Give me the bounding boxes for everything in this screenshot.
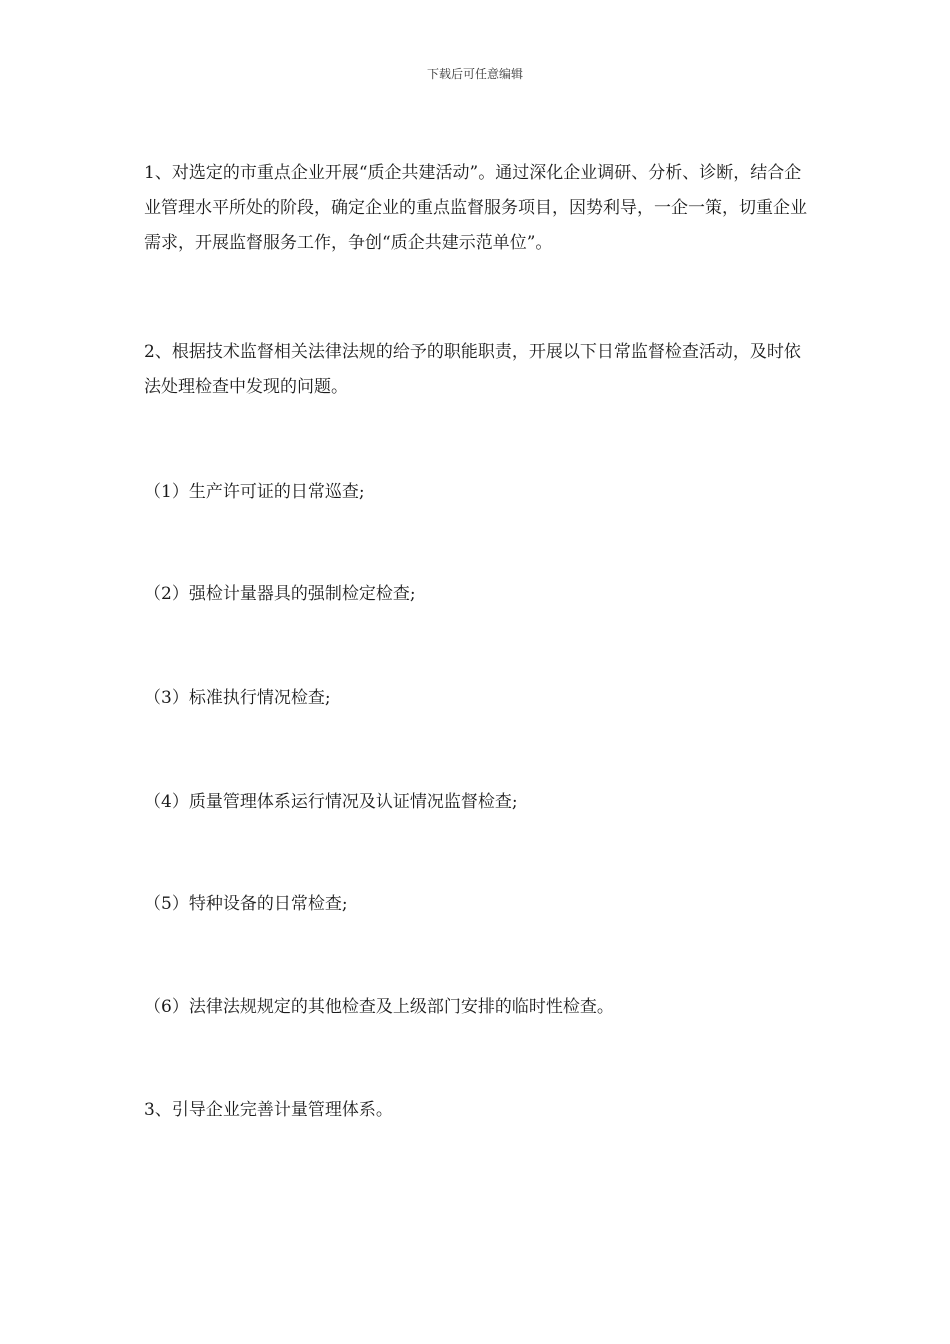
list-item-2: （2）强检计量器具的强制检定检查; [144, 584, 416, 604]
paragraph-item-2: 2、根据技术监督相关法律法规的给予的职能职责，开展以下日常监督检查活动，及时依法处理检查中发现的问题。 [144, 342, 801, 397]
list-item-5: （5）特种设备的日常检查; [144, 894, 348, 914]
page-header: 下载后可任意编辑 [426, 67, 523, 81]
list-item-1: （1）生产许可证的日常巡查; [144, 482, 365, 502]
paragraph-item-3: 3、引导企业完善计量管理体系。 [144, 1100, 393, 1120]
list-item-3: （3）标准执行情况检查; [144, 688, 331, 708]
list-item-4: （4）质量管理体系运行情况及认证情况监督检查; [144, 792, 518, 812]
paragraph-item-1: 1、对选定的市重点企业开展“质企共建活动”。通过深化企业调研、分析、诊断，结合企业管理水平所处的阶段，确定企业的重点监督服务项目，因势利导，一企一策，切重企业需求，开展监督服务工作，争创“质企共建示范单位”。 [144, 163, 807, 253]
list-item-6: （6）法律法规规定的其他检查及上级部门安排的临时性检查。 [144, 997, 614, 1017]
